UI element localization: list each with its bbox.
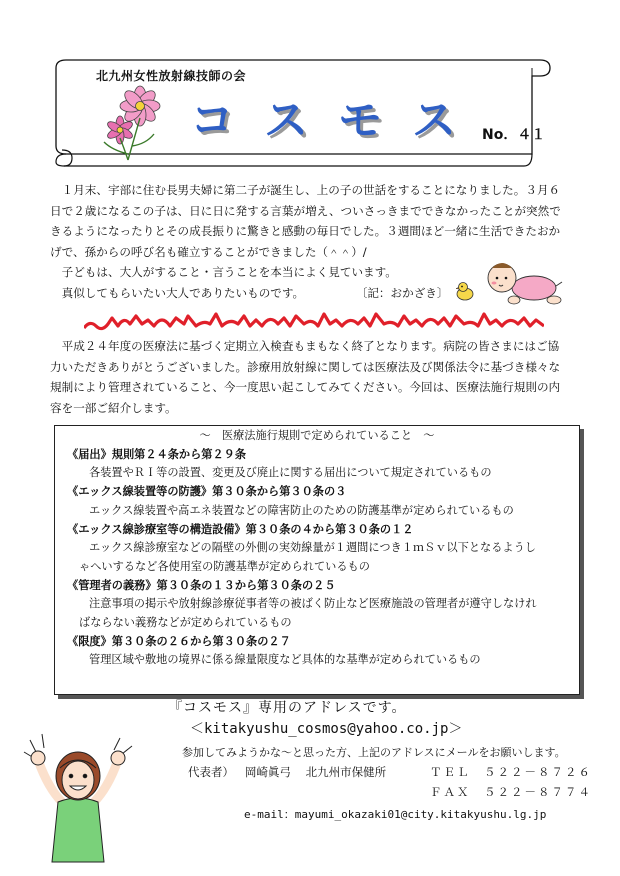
intro-line: 子どもは、大人がすること・言うことを本当によく見ています。 [61,265,397,279]
intro-line: げで、孫からの呼び名も確立することができました（＾＾）/ [50,244,367,259]
rule-body: 各装置やＲＩ等の設置、変更及び廃止に関する届出について規定されているもの [89,466,492,480]
rep-label: 代表者） [188,765,234,779]
representative-line [188,764,386,780]
rule-body: エックス線診療室などの隔壁の外側の実効線量が１週間につき１ｍＳｖ以下となるようし [89,541,536,555]
cheering-woman-icon [8,728,148,864]
notice-line: 力いただきありがとうございました。診療用放射線に関しては医療法及び関係法令に基づき様々な [50,359,561,374]
participation-note: 参加してみようかな～と思った方、上記のアドレスにメールをお願いします。 [182,746,566,759]
box-title: ～ 医療法施行規則で定められていること ～ [199,429,435,442]
rule-heading: 《届出》規則第２４条から第２９条 [67,447,247,461]
rule-body: エックス線装置や高エネ装置などの障害防止のための防護基準が定められているもの [89,503,514,517]
rule-body: 注意事項の掲示や放射線診療従事者等の被ばく防止など医療施設の管理者が遵守しなけれ [89,597,537,611]
notice-line: 規制により管理されていること、今一度思い起こしてみてください。今回は、医療法施行規則の内 [50,380,561,394]
baby-crawling-icon [480,256,564,308]
address-title: 『コスモス』専用のアドレスです。 [168,700,407,716]
cosmos-email-link[interactable]: ＜kitakyushu_cosmos@yahoo.co.jp＞ [190,721,463,737]
organization-name: 北九州女性放射線技師の会 [96,69,247,83]
rule-body: ゃへいするなど各使用室の防護基準が定められているもの [79,559,370,573]
decorative-divider [84,312,544,334]
representative-email[interactable]: e-mail：mayumi_okazaki01@city.kitakyushu.lg.jp [244,808,547,821]
rule-heading: 《管理者の義務》第３０条の１３から第３０条の２５ [67,578,336,592]
rep-name: 岡崎眞弓 [244,765,291,779]
tel-number: ＴＥＬ ５２２－８７２６ [430,765,592,779]
notice-line: 平成２４年度の医療法に基づく定期立入検査もまもなく終了となります。病院の皆さまにはご協 [61,339,560,353]
cosmos-flower-icon [94,84,178,162]
issue-number: No．４１ [482,127,546,143]
rep-org: 北九州市保健所 [305,765,387,779]
notice-line: 容を一部ご紹介します。 [50,400,177,415]
rule-heading: 《エックス線装置等の防護》第３０条から第３０条の３ [67,485,347,499]
intro-line: １月末、宇部に住む長男夫婦に第二子が誕生し、上の子の世話をすることになりました。３月６ [61,183,561,197]
intro-line: 真似してもらいたい大人でありたいものです。 [61,285,305,300]
fax-number: ＦＡＸ ５２２－８７７４ [430,785,592,799]
author-signature: 〔記：おかざき〕 [355,285,449,300]
rule-body: 管理区域や敷地の境界に係る線量限度など具体的な基準が定められているもの [89,653,481,667]
intro-line: 日で２歳になるこの子は、日に日に発する言葉が増え、ついさっきまでできなかったことが突然で [50,203,561,218]
intro-line: きるようになったりとその成長振りに驚きと感動の毎日でした。３週間ほど一緒に生活できたおか [50,224,561,238]
notice-paragraph [50,336,578,418]
chick-icon [454,280,476,302]
rule-heading: 《エックス線診療室等の構造設備》第３０条の４から第３０条の１２ [67,522,414,536]
regulations-box [54,425,580,695]
rule-body: ばならない義務などが定められているもの [79,616,292,630]
newsletter-title: コスモス [190,95,486,146]
rule-heading: 《限度》第３０条の２６から第３０条の２７ [67,634,291,648]
